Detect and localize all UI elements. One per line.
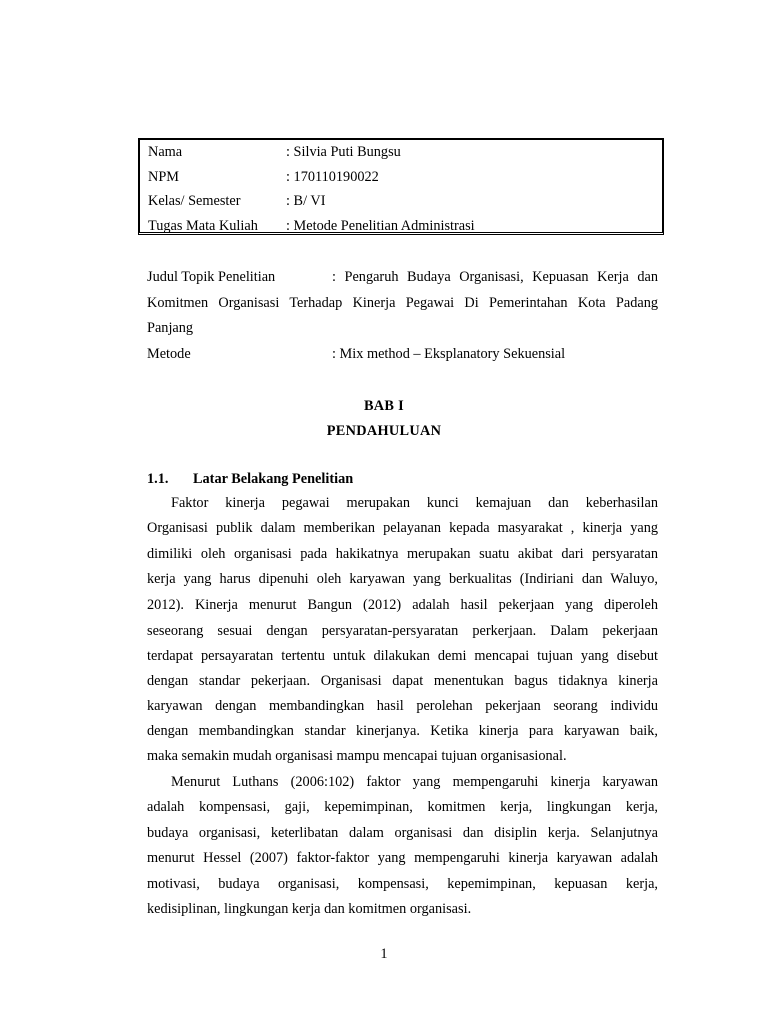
paragraph-line: maka semakin mudah organisasi mampu mencapai tujuan organisasional.	[147, 748, 567, 764]
topic-label: Judul Topik Penelitian	[147, 269, 276, 285]
paragraph-line: dengan standar pekerjaan. Organisasi dapat menentukan bagus tidaknya kinerja	[147, 673, 658, 689]
paragraph-line: budaya organisasi, keterlibatan dalam organisasi dan disiplin kerja. Selanjutnya	[147, 825, 658, 841]
identity-value: : Silvia Puti Bungsu	[286, 144, 401, 160]
paragraph-line: 2012). Kinerja menurut Bangun (2012) adalah hasil pekerjaan yang diperoleh	[147, 597, 658, 613]
identity-label: NPM	[148, 169, 179, 185]
section-title: Latar Belakang Penelitian	[193, 471, 354, 487]
method-label: Metode	[147, 346, 191, 362]
identity-table	[138, 138, 664, 235]
topic-line-2: Komitmen Organisasi Terhadap Kinerja Pegawai Di Pemerintahan Kota Padang	[147, 295, 658, 311]
paragraph-line: seseorang sesuai dengan persyaratan-persyaratan perkerjaan. Dalam pekerjaan	[147, 623, 658, 639]
paragraph-line: Organisasi publik dalam memberikan pelayanan kepada masyarakat , kinerja yang	[147, 520, 658, 536]
method-value: : Mix method – Eksplanatory Sekuensial	[332, 346, 566, 362]
topic-line-1	[147, 266, 658, 288]
paragraph-line: adalah kompensasi, gaji, kepemimpinan, komitmen kerja, lingkungan kerja,	[147, 799, 658, 815]
topic-title-part: : Pengaruh Budaya Organisasi, Kepuasan Kerja dan	[332, 269, 658, 285]
identity-value: : 170110190022	[286, 169, 379, 185]
paragraph-line: Faktor kinerja pegawai merupakan kunci kemajuan dan keberhasilan	[171, 495, 658, 511]
paragraph-line: menurut Hessel (2007) faktor-faktor yang mempengaruhi kinerja karyawan adalah	[147, 850, 658, 866]
section-number: 1.1.	[147, 471, 169, 487]
method-line	[147, 343, 658, 365]
paragraph-line: dengan membandingkan standar kinerjanya. Ketika kinerja para karyawan baik,	[147, 723, 658, 739]
identity-value: : B/ VI	[286, 193, 326, 209]
topic-line-3: Panjang	[147, 320, 194, 336]
identity-label: Kelas/ Semester	[148, 193, 241, 209]
chapter-title: PENDAHULUAN	[326, 423, 442, 439]
identity-label: Tugas Mata Kuliah	[148, 218, 258, 234]
paragraph-line: motivasi, budaya organisasi, kompensasi, kepemimpinan, kepuasan kerja,	[147, 876, 658, 892]
paragraph-line: dimiliki oleh organisasi pada hakikatnya merupakan suatu akibat dari persyaratan	[147, 546, 658, 562]
section-heading	[147, 468, 658, 490]
paragraph-line: kedisiplinan, lingkungan kerja dan komitmen organisasi.	[147, 901, 472, 917]
chapter-number: BAB I	[363, 398, 405, 414]
page-number: 1	[380, 946, 388, 962]
identity-label: Nama	[148, 144, 183, 160]
paragraph-line: Menurut Luthans (2006:102) faktor yang mempengaruhi kinerja karyawan	[171, 774, 658, 790]
paragraph-line: kerja yang harus dipenuhi oleh karyawan yang berkualitas (Indiriani dan Waluyo,	[147, 571, 658, 587]
paragraph-line: terdapat persayaratan tertentu untuk dilakukan demi mencapai tujuan yang disebut	[147, 648, 658, 664]
identity-value: : Metode Penelitian Administrasi	[286, 218, 475, 234]
paragraph-line: karyawan dengan membandingkan hasil perolehan pekerjaan seorang individu	[147, 698, 658, 714]
